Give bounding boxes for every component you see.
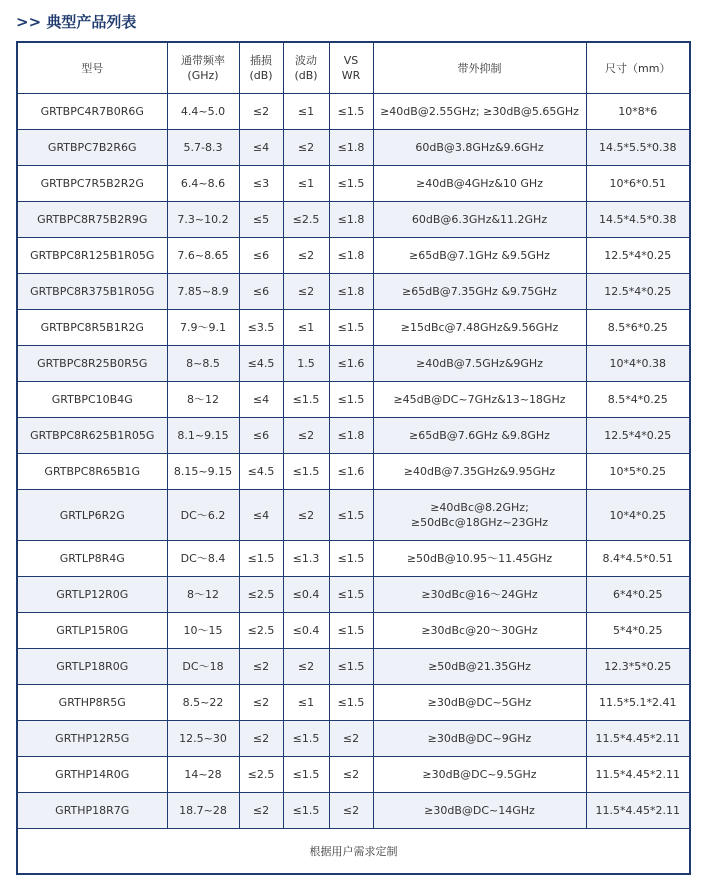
size-cell: 10*8*6 xyxy=(586,94,690,130)
table-row xyxy=(17,382,690,418)
insertion-loss-cell: ≤2 xyxy=(239,685,283,721)
vswr-cell: ≤1.8 xyxy=(329,274,373,310)
rejection-cell: ≥40dB@7.5GHz&9GHz xyxy=(373,346,586,382)
vswr-cell: ≤1.5 xyxy=(329,649,373,685)
table-row xyxy=(17,685,690,721)
size-cell: 11.5*4.45*2.11 xyxy=(586,757,690,793)
vswr-cell: ≤1.8 xyxy=(329,130,373,166)
model-cell: GRTBPC8R125B1R05G xyxy=(17,238,167,274)
table-row xyxy=(17,793,690,829)
header-passband xyxy=(167,42,239,94)
table-row xyxy=(17,130,690,166)
size-cell: 10*6*0.51 xyxy=(586,166,690,202)
rejection-cell: ≥30dBc@20～30GHz xyxy=(373,613,586,649)
vswr-cell: ≤1.5 xyxy=(329,490,373,541)
model-cell: GRTLP8R4G xyxy=(17,541,167,577)
ripple-cell: ≤1.5 xyxy=(283,793,329,829)
ripple-cell: ≤0.4 xyxy=(283,577,329,613)
ripple-cell: ≤0.4 xyxy=(283,613,329,649)
product-spec-table xyxy=(16,41,691,875)
rejection-cell: ≥30dB@DC~9.5GHz xyxy=(373,757,586,793)
rejection-cell: 60dB@3.8GHz&9.6GHz xyxy=(373,130,586,166)
passband-cell: 7.85~8.9 xyxy=(167,274,239,310)
rejection-cell: ≥15dBc@7.48GHz&9.56GHz xyxy=(373,310,586,346)
passband-cell: 6.4~8.6 xyxy=(167,166,239,202)
table-row xyxy=(17,613,690,649)
passband-cell: 7.3~10.2 xyxy=(167,202,239,238)
model-cell: GRTBPC8R375B1R05G xyxy=(17,274,167,310)
model-cell: GRTBPC8R75B2R9G xyxy=(17,202,167,238)
ripple-cell: ≤1.5 xyxy=(283,454,329,490)
passband-cell: DC～18 xyxy=(167,649,239,685)
ripple-cell: ≤1.5 xyxy=(283,382,329,418)
ripple-cell: ≤1.3 xyxy=(283,541,329,577)
ripple-cell: ≤1.5 xyxy=(283,757,329,793)
passband-cell: 7.6~8.65 xyxy=(167,238,239,274)
ripple-cell: ≤2 xyxy=(283,418,329,454)
insertion-loss-cell: ≤2 xyxy=(239,721,283,757)
header-model-line: 型号 xyxy=(81,61,104,75)
header-insertion-loss-line: 插损 xyxy=(250,54,272,67)
vswr-cell: ≤1.5 xyxy=(329,685,373,721)
ripple-cell: ≤2 xyxy=(283,490,329,541)
insertion-loss-cell: ≤2.5 xyxy=(239,613,283,649)
table-row xyxy=(17,238,690,274)
insertion-loss-cell: ≤2.5 xyxy=(239,757,283,793)
vswr-cell: ≤1.5 xyxy=(329,382,373,418)
header-model xyxy=(17,42,167,94)
vswr-cell: ≤2 xyxy=(329,721,373,757)
model-cell: GRTBPC4R7B0R6G xyxy=(17,94,167,130)
header-ripple-line: 波动 xyxy=(295,54,317,67)
table-row xyxy=(17,541,690,577)
rejection-cell: ≥65dB@7.1GHz &9.5GHz xyxy=(373,238,586,274)
passband-cell: 8~8.5 xyxy=(167,346,239,382)
rejection-cell: ≥65dB@7.6GHz &9.8GHz xyxy=(373,418,586,454)
size-cell: 12.5*4*0.25 xyxy=(586,274,690,310)
vswr-cell: ≤1.5 xyxy=(329,541,373,577)
insertion-loss-cell: ≤3.5 xyxy=(239,310,283,346)
table-row xyxy=(17,721,690,757)
model-cell: GRTLP15R0G xyxy=(17,613,167,649)
table-row xyxy=(17,94,690,130)
header-ripple-line: (dB) xyxy=(294,69,318,82)
header-vswr-line: WR xyxy=(341,69,361,82)
insertion-loss-cell: ≤2 xyxy=(239,649,283,685)
table-row xyxy=(17,490,690,541)
model-cell: GRTBPC8R625B1R05G xyxy=(17,418,167,454)
insertion-loss-cell: ≤4 xyxy=(239,382,283,418)
vswr-cell: ≤1.5 xyxy=(329,166,373,202)
rejection-cell: ≥30dBc@16～24GHz xyxy=(373,577,586,613)
vswr-cell: ≤1.8 xyxy=(329,418,373,454)
passband-cell: DC～6.2 xyxy=(167,490,239,541)
vswr-cell: ≤1.6 xyxy=(329,346,373,382)
header-passband-line: (GHz) xyxy=(187,69,219,82)
model-cell: GRTLP18R0G xyxy=(17,649,167,685)
size-cell: 8.5*4*0.25 xyxy=(586,382,690,418)
size-cell: 12.3*5*0.25 xyxy=(586,649,690,685)
passband-cell: 12.5~30 xyxy=(167,721,239,757)
model-cell: GRTHP18R7G xyxy=(17,793,167,829)
size-cell: 5*4*0.25 xyxy=(586,613,690,649)
insertion-loss-cell: ≤6 xyxy=(239,274,283,310)
passband-cell: 8～12 xyxy=(167,382,239,418)
rejection-cell: ≥30dB@DC~5GHz xyxy=(373,685,586,721)
vswr-cell: ≤1.5 xyxy=(329,310,373,346)
vswr-cell: ≤1.6 xyxy=(329,454,373,490)
passband-cell: 8.5~22 xyxy=(167,685,239,721)
header-size-line: 尺寸（mm） xyxy=(605,61,671,75)
table-row xyxy=(17,274,690,310)
model-cell: GRTHP8R5G xyxy=(17,685,167,721)
ripple-cell: ≤1 xyxy=(283,94,329,130)
size-cell: 11.5*5.1*2.41 xyxy=(586,685,690,721)
vswr-cell: ≤2 xyxy=(329,757,373,793)
rejection-cell: 60dB@6.3GHz&11.2GHz xyxy=(373,202,586,238)
size-cell: 8.4*4.5*0.51 xyxy=(586,541,690,577)
insertion-loss-cell: ≤1.5 xyxy=(239,541,283,577)
table-row xyxy=(17,202,690,238)
rejection-cell: ≥30dB@DC~14GHz xyxy=(373,793,586,829)
table-row xyxy=(17,649,690,685)
size-cell: 12.5*4*0.25 xyxy=(586,418,690,454)
rejection-cell-line: ≥40dBc@8.2GHz; xyxy=(430,501,529,514)
table-row xyxy=(17,418,690,454)
table-row xyxy=(17,166,690,202)
table-row xyxy=(17,757,690,793)
model-cell: GRTHP14R0G xyxy=(17,757,167,793)
insertion-loss-cell: ≤5 xyxy=(239,202,283,238)
table-row xyxy=(17,577,690,613)
ripple-cell: ≤1.5 xyxy=(283,721,329,757)
rejection-cell: ≥65dB@7.35GHz &9.75GHz xyxy=(373,274,586,310)
ripple-cell: ≤1 xyxy=(283,685,329,721)
table-body xyxy=(17,94,690,829)
header-insertion-loss xyxy=(239,42,283,94)
ripple-cell: ≤1 xyxy=(283,166,329,202)
vswr-cell: ≤1.5 xyxy=(329,613,373,649)
section-title: >> 典型产品列表 xyxy=(16,13,137,31)
vswr-cell: ≤1.8 xyxy=(329,202,373,238)
vswr-cell: ≤1.8 xyxy=(329,238,373,274)
passband-cell: 10～15 xyxy=(167,613,239,649)
header-insertion-loss-line: (dB) xyxy=(249,69,273,82)
model-cell: GRTBPC8R25B0R5G xyxy=(17,346,167,382)
ripple-cell: 1.5 xyxy=(283,346,329,382)
rejection-cell-line: ≥50dBc@18GHz~23GHz xyxy=(410,516,549,529)
ripple-cell: ≤2 xyxy=(283,238,329,274)
insertion-loss-cell: ≤2.5 xyxy=(239,577,283,613)
ripple-cell: ≤2 xyxy=(283,649,329,685)
insertion-loss-cell: ≤2 xyxy=(239,94,283,130)
insertion-loss-cell: ≤4 xyxy=(239,490,283,541)
table-row xyxy=(17,454,690,490)
header-rejection xyxy=(373,42,586,94)
ripple-cell: ≤2 xyxy=(283,274,329,310)
table-row xyxy=(17,310,690,346)
rejection-cell: ≥40dB@7.35GHz&9.95GHz xyxy=(373,454,586,490)
insertion-loss-cell: ≤4 xyxy=(239,130,283,166)
model-cell: GRTBPC7B2R6G xyxy=(17,130,167,166)
model-cell: GRTBPC10B4G xyxy=(17,382,167,418)
ripple-cell: ≤2.5 xyxy=(283,202,329,238)
custom-order-note: 根据用户需求定制 xyxy=(17,829,690,875)
header-passband-line: 通带频率 xyxy=(181,54,225,67)
vswr-cell: ≤1.5 xyxy=(329,577,373,613)
passband-cell: 4.4~5.0 xyxy=(167,94,239,130)
header-vswr-line: VS xyxy=(343,54,359,67)
insertion-loss-cell: ≤3 xyxy=(239,166,283,202)
size-cell: 14.5*4.5*0.38 xyxy=(586,202,690,238)
header-vswr xyxy=(329,42,373,94)
passband-cell: 7.9～9.1 xyxy=(167,310,239,346)
passband-cell: DC～8.4 xyxy=(167,541,239,577)
rejection-cell: ≥40dB@2.55GHz; ≥30dB@5.65GHz xyxy=(373,94,586,130)
model-cell: GRTBPC8R5B1R2G xyxy=(17,310,167,346)
rejection-cell: ≥30dB@DC~9GHz xyxy=(373,721,586,757)
vswr-cell: ≤2 xyxy=(329,793,373,829)
model-cell: GRTLP6R2G xyxy=(17,490,167,541)
ripple-cell: ≤1 xyxy=(283,310,329,346)
size-cell: 10*4*0.38 xyxy=(586,346,690,382)
size-cell: 11.5*4.45*2.11 xyxy=(586,793,690,829)
size-cell: 10*5*0.25 xyxy=(586,454,690,490)
passband-cell: 8～12 xyxy=(167,577,239,613)
rejection-cell: ≥50dB@10.95～11.45GHz xyxy=(373,541,586,577)
insertion-loss-cell: ≤2 xyxy=(239,793,283,829)
header-size xyxy=(586,42,690,94)
rejection-cell: ≥45dB@DC~7GHz&13~18GHz xyxy=(373,382,586,418)
header-rejection-line: 带外抑制 xyxy=(457,61,502,75)
rejection-cell: ≥50dB@21.35GHz xyxy=(373,649,586,685)
table-row xyxy=(17,346,690,382)
table-header-row xyxy=(17,42,690,94)
table-footer-row xyxy=(17,829,690,875)
size-cell: 10*4*0.25 xyxy=(586,490,690,541)
passband-cell: 14~28 xyxy=(167,757,239,793)
insertion-loss-cell: ≤6 xyxy=(239,238,283,274)
model-cell: GRTBPC8R65B1G xyxy=(17,454,167,490)
rejection-cell: ≥40dB@4GHz&10 GHz xyxy=(373,166,586,202)
size-cell: 6*4*0.25 xyxy=(586,577,690,613)
size-cell: 11.5*4.45*2.11 xyxy=(586,721,690,757)
size-cell: 12.5*4*0.25 xyxy=(586,238,690,274)
header-ripple xyxy=(283,42,329,94)
size-cell: 8.5*6*0.25 xyxy=(586,310,690,346)
passband-cell: 8.1~9.15 xyxy=(167,418,239,454)
passband-cell: 18.7~28 xyxy=(167,793,239,829)
model-cell: GRTHP12R5G xyxy=(17,721,167,757)
insertion-loss-cell: ≤4.5 xyxy=(239,454,283,490)
size-cell: 14.5*5.5*0.38 xyxy=(586,130,690,166)
model-cell: GRTLP12R0G xyxy=(17,577,167,613)
insertion-loss-cell: ≤6 xyxy=(239,418,283,454)
passband-cell: 5.7-8.3 xyxy=(167,130,239,166)
ripple-cell: ≤2 xyxy=(283,130,329,166)
rejection-cell xyxy=(373,490,586,541)
model-cell: GRTBPC7R5B2R2G xyxy=(17,166,167,202)
passband-cell: 8.15~9.15 xyxy=(167,454,239,490)
insertion-loss-cell: ≤4.5 xyxy=(239,346,283,382)
vswr-cell: ≤1.5 xyxy=(329,94,373,130)
